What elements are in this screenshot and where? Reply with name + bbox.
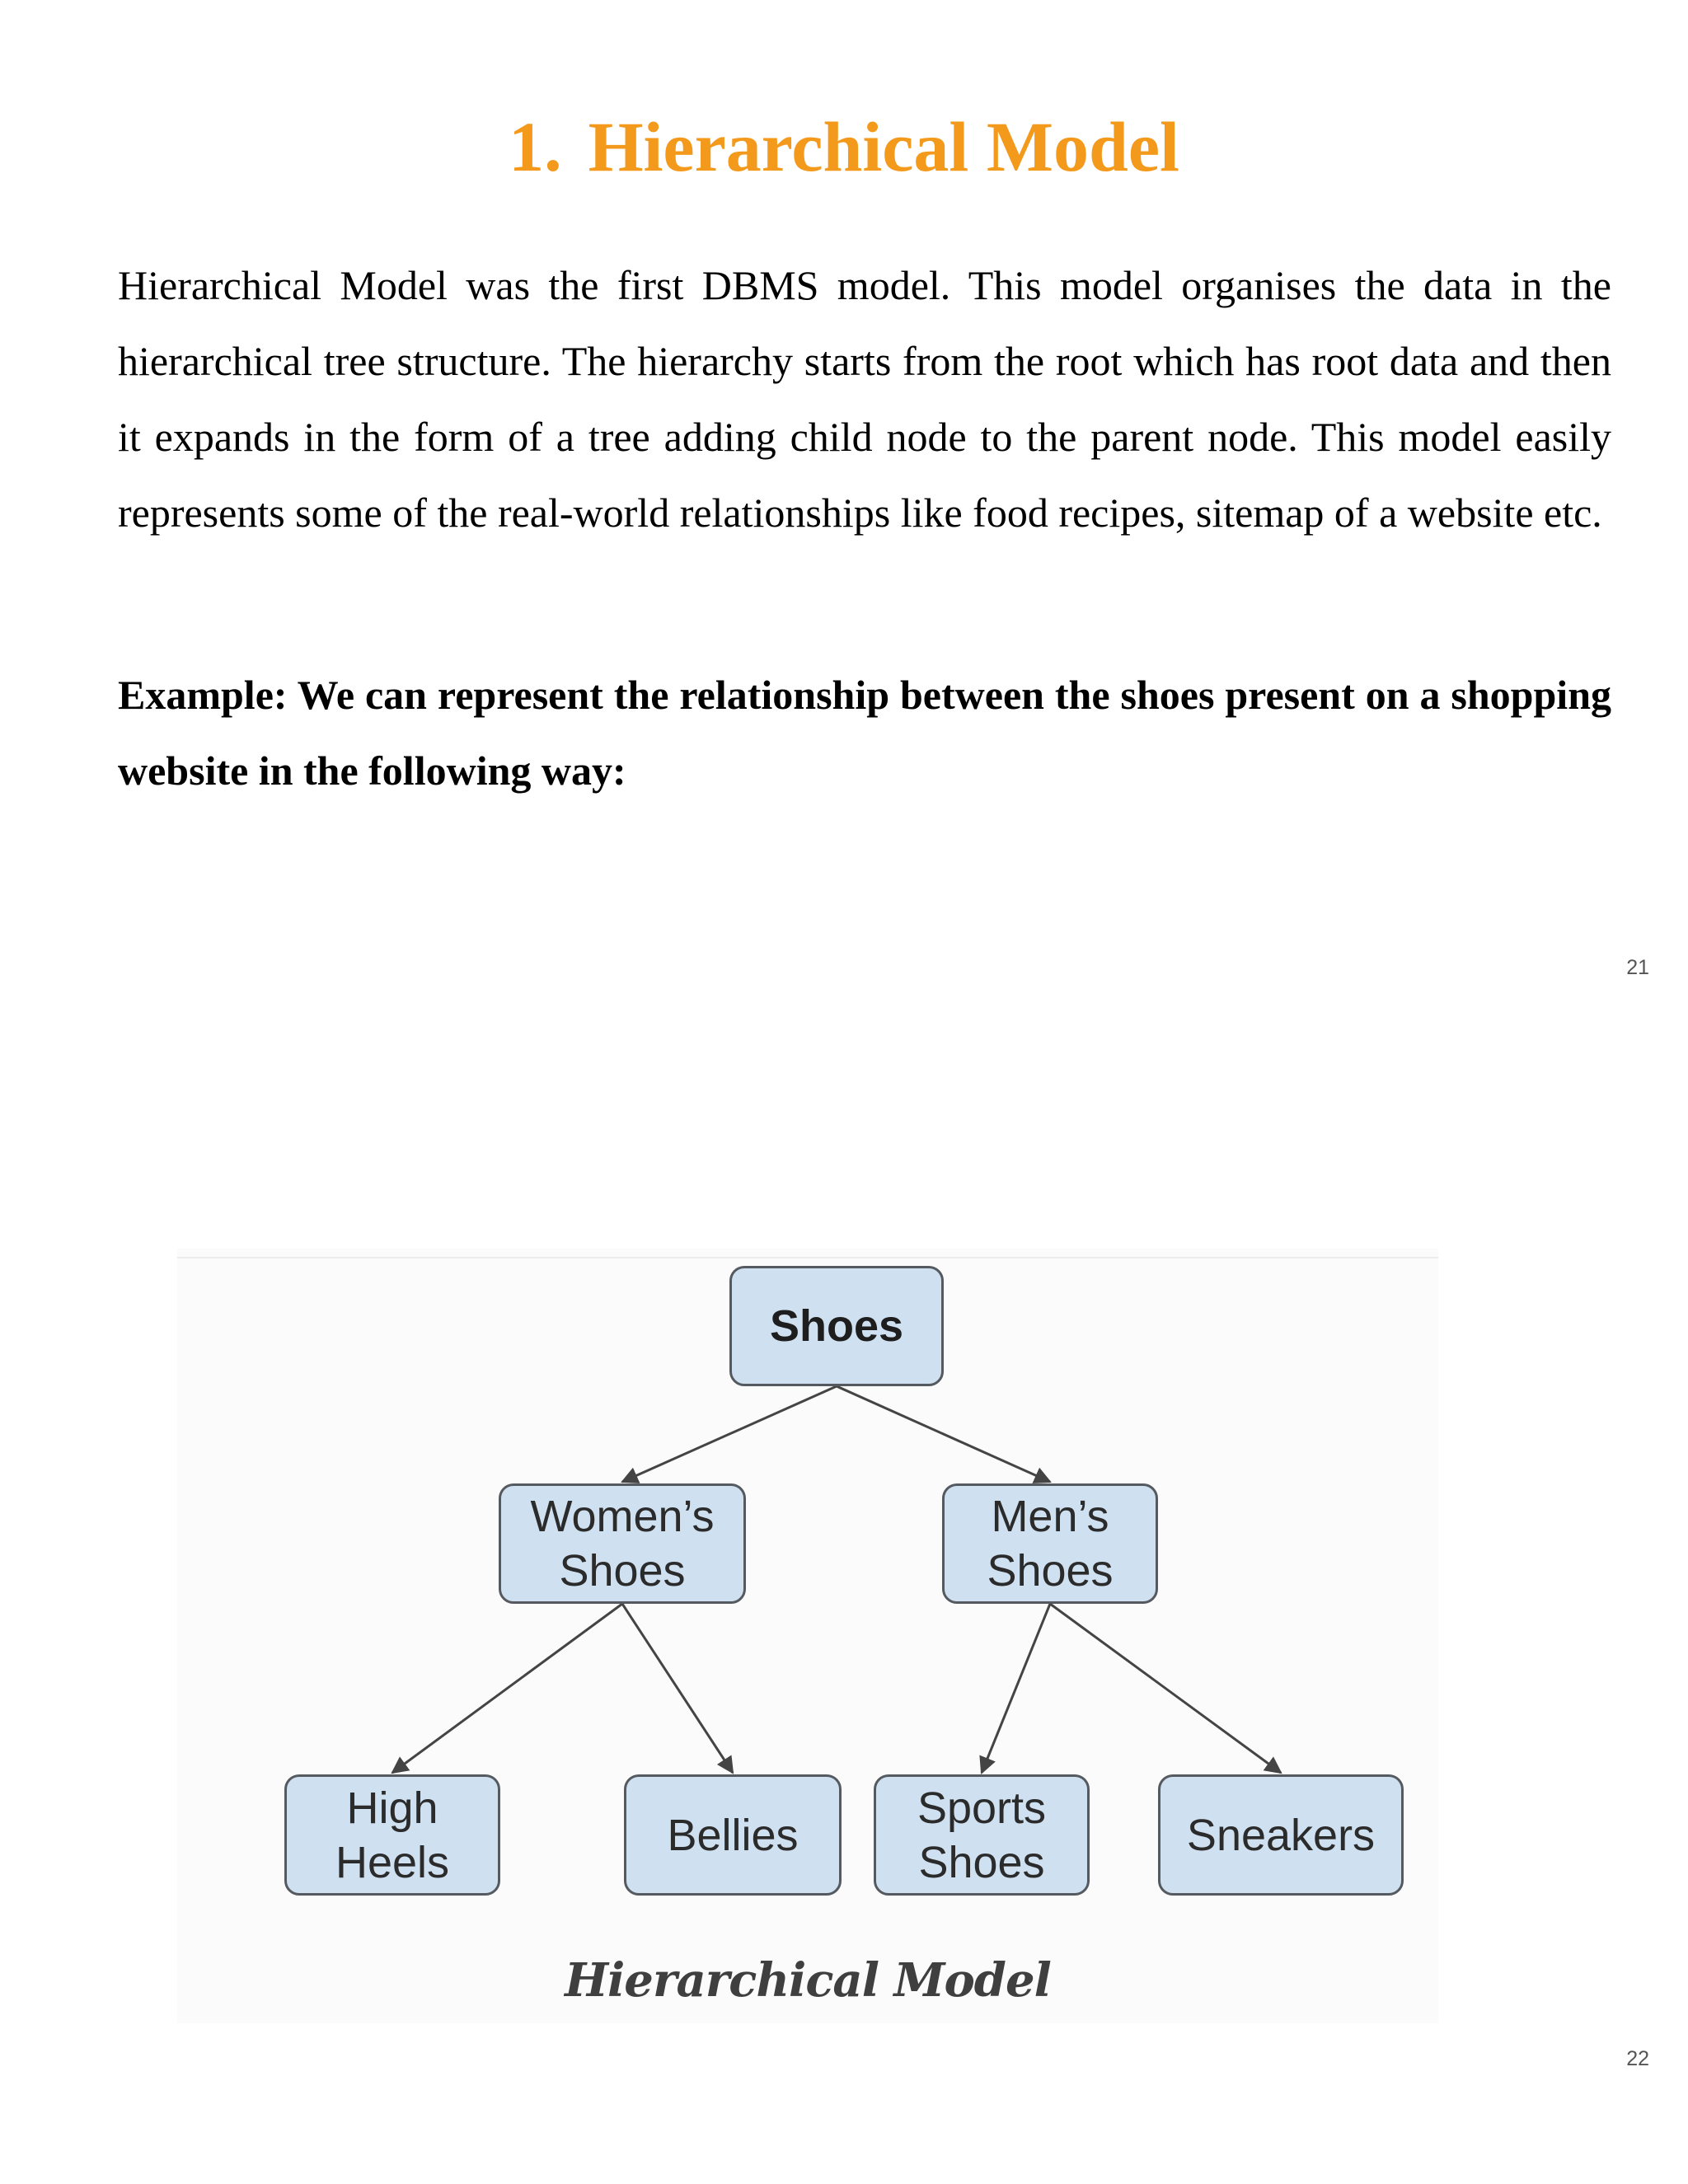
edge-root-to-mens xyxy=(837,1386,1050,1482)
node-sports-line1: Sports xyxy=(917,1783,1047,1833)
intro-paragraph: Hierarchical Model was the first DBMS model. This model organises the data in the hierarchical tree structure. The hierarchy starts from the root which has root data and then it expands in the form of a tree adding child node to the parent node. This model easily represents some of the real-world relationships like food recipes, sitemap of a website etc. xyxy=(118,262,1611,536)
page-title xyxy=(0,105,1688,188)
node-bellies-label: Bellies xyxy=(667,1810,799,1860)
node-bellies xyxy=(624,1774,842,1896)
node-sneakers-label: Sneakers xyxy=(1186,1810,1376,1860)
figure-top-rule xyxy=(177,1257,1438,1258)
node-mens-shoes xyxy=(942,1483,1158,1604)
edge-mens-to-sneakers xyxy=(1050,1604,1281,1773)
page-number-22: 22 xyxy=(1626,2047,1649,2070)
heading-text: Hierarchical Model xyxy=(588,107,1179,186)
node-womens-shoes xyxy=(499,1483,746,1604)
figure-caption: Hierarchical Model xyxy=(565,1953,1051,2008)
edge-womens-to-high_heels xyxy=(392,1604,622,1773)
node-mens-line2: Shoes xyxy=(987,1546,1114,1596)
node-sneakers xyxy=(1158,1774,1404,1896)
edge-womens-to-bellies xyxy=(622,1604,733,1773)
edge-root-to-womens xyxy=(622,1386,837,1482)
node-shoes xyxy=(729,1266,944,1386)
node-high-heels-line1: High xyxy=(346,1783,438,1833)
node-womens-line1: Women’s xyxy=(530,1492,715,1541)
hierarchy-figure xyxy=(177,1249,1438,2023)
edge-mens-to-sports xyxy=(982,1604,1050,1773)
example-paragraph: Example: We can represent the relationship between the shoes present on a shopping website in the following way: xyxy=(118,672,1611,794)
node-sports-line2: Shoes xyxy=(918,1837,1045,1887)
heading-number: 1. xyxy=(509,107,562,186)
node-mens-line1: Men’s xyxy=(991,1492,1109,1541)
node-high-heels xyxy=(284,1774,500,1896)
node-high-heels-line2: Heels xyxy=(335,1837,450,1887)
node-shoes-label: Shoes xyxy=(769,1301,904,1351)
node-sports-shoes xyxy=(874,1774,1090,1896)
page-number-21: 21 xyxy=(1626,956,1649,979)
node-womens-line2: Shoes xyxy=(559,1546,686,1596)
